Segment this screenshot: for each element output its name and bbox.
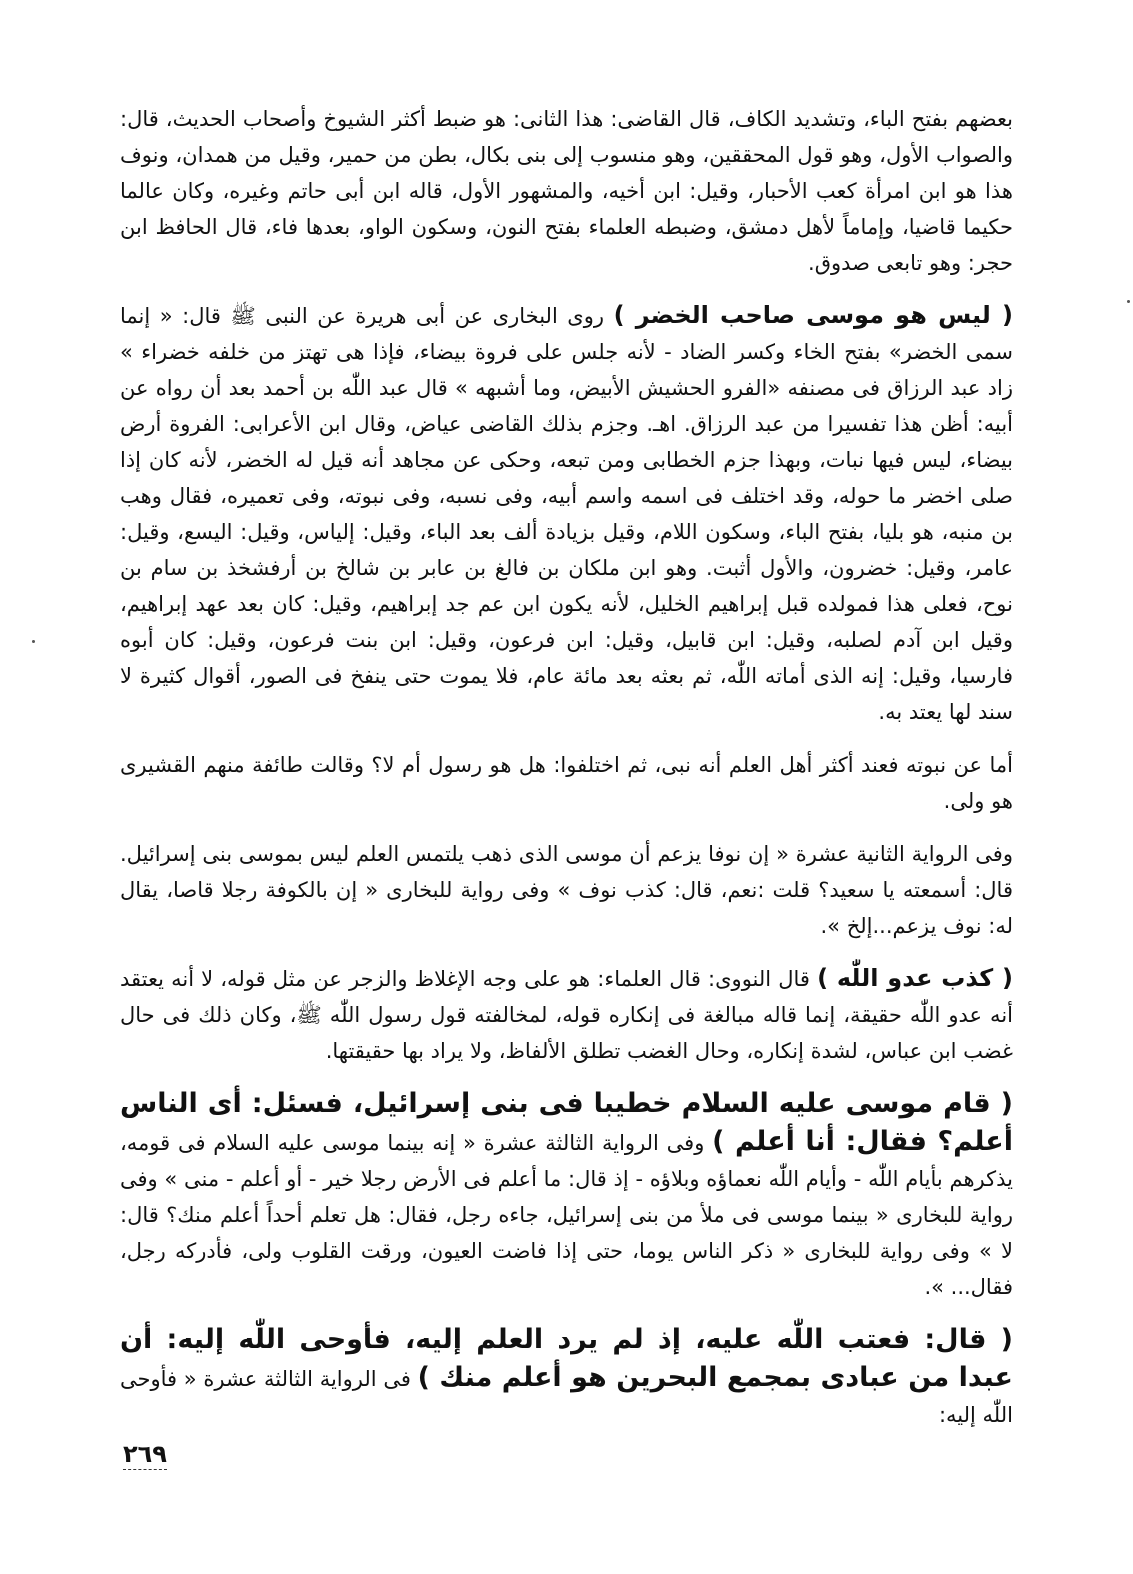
- scan-speck: [1127, 300, 1130, 303]
- paragraph-5-text: قال النووى: قال العلماء: هو على وجه الإغلاظ والزجر عن مثل قوله، لا أنه يعتقد أنه عدو اللّٰه حقيقة، إنما قاله مبالغة فى إنكاره قوله، لمخالفته قول رسول اللّٰه ﷺ، وكان ذلك فى حال غضب ابن عباس، لشدة إنكاره، وحال الغضب تطلق الألفاظ، ولا يراد بها حقيقتها.: [120, 967, 1013, 1063]
- paragraph-7: [120, 1321, 1013, 1433]
- paragraph-2: [120, 297, 1013, 730]
- paragraph-5: [120, 960, 1013, 1069]
- paragraph-6: [120, 1085, 1013, 1305]
- paragraph-3-text: أما عن نبوته فعند أكثر أهل العلم أنه نبى، ثم اختلفوا: هل هو رسول أم لا؟ وقالت طائفة منهم القشيرى هو ولى.: [120, 753, 1013, 813]
- paragraph-2-lead: ( ليس هو موسى صاحب الخضر ): [613, 301, 1013, 329]
- text-column: [120, 100, 1013, 1449]
- paragraph-1: [120, 100, 1013, 281]
- paragraph-1-text: بعضهم بفتح الباء، وتشديد الكاف، قال القاضى: هذا الثانى: هو ضبط أكثر الشيوخ وأصحاب الحديث، قال: والصواب الأول، وهو قول المحققين، وهو منسوب إلى بنى بكال، بطن من حمير، وقيل من همدان، ونوف هذا هو ابن امرأة كعب الأحبار، وقيل: ابن أخيه، والمشهور الأول، قاله ابن أبى حاتم وغيره، وكان عالما حكيما قاضيا، وإماماً لأهل دمشق، وضبطه العلماء بفتح النون، وسكون الواو، بعدها فاء، قال الحافظ ابن حجر: وهو تابعى صدوق.: [120, 107, 1013, 275]
- paragraph-7-text: فى الرواية الثالثة عشرة « فأوحى اللّٰه إليه:: [120, 1367, 1013, 1427]
- paragraph-6-text: وفى الرواية الثالثة عشرة « إنه بينما موسى عليه السلام فى قومه، يذكرهم بأيام اللّٰه - وأيام اللّٰه نعماؤه وبلاؤه - إذ قال: ما أعلم فى الأرض رجلا خير - أو أعلم - منى » وفى رواية للبخارى « بينما موسى فى ملأ من بنى إسرائيل، جاءه رجل، فقال: هل تعلم أحداً أعلم منك؟ قال: لا » وفى رواية للبخارى « ذكر الناس يوما، حتى إذا فاضت العيون، ورقت القلوب ولى، فأدركه رجل، فقال... ».: [120, 1131, 1013, 1299]
- paragraph-5-lead: ( كذب عدو اللّٰه ): [817, 964, 1014, 992]
- paragraph-2-text: روى البخارى عن أبى هريرة عن النبى ﷺ قال: « إنما سمى الخضر» بفتح الخاء وكسر الضاد - لأنه جلس على فروة بيضاء، فإذا هى تهتز من خلفه خضراء » زاد عبد الرزاق فى مصنفه «الفرو الحشيش الأبيض، وما أشبهه » قال عبد اللّٰه بن أحمد بعد أن رواه عن أبيه: أظن هذا تفسيرا من عبد الرزاق. اهـ. وجزم بذلك القاضى عياض، وقال ابن الأعرابى: الفروة أرض بيضاء، ليس فيها نبات، وبهذا جزم الخطابى ومن تبعه، وحكى عن مجاهد أنه قيل له الخضر، لأنه كان إذا صلى اخضر ما حوله، وقد اختلف فى اسمه واسم أبيه، وفى نسبه، وفى نبوته، وفى تعميره، فقال وهب بن منبه، هو بليا، بفتح الباء، وسكون اللام، وقيل بزيادة ألف بعد الباء، وقيل: إلياس، وقيل: اليسع، وقيل: عامر، وقيل: خضرون، والأول أثبت. وهو ابن ملكان بن فالغ بن عابر بن شالخ بن أرفشخذ بن سام بن نوح، فعلى هذا فمولده قبل إبراهيم الخليل، لأنه يكون ابن عم جد إبراهيم، وقيل: كان بعد عهد إبراهيم، وقيل ابن آدم لصلبه، وقيل: ابن قابيل، وقيل: ابن فرعون، وقيل: ابن بنت فرعون، وقيل: كان أبوه فارسيا، وقيل: إنه الذى أماته اللّٰه، ثم بعثه بعد مائة عام، فلا يموت حتى ينفخ فى الصور، أقوال كثيرة لا سند لها يعتد به.: [120, 304, 1013, 724]
- page-number: ٢٦٩: [123, 1440, 167, 1468]
- scan-speck: [32, 640, 35, 643]
- paragraph-4: [120, 835, 1013, 944]
- paragraph-7-lead: ( قال: فعتب اللّٰه عليه، إذ لم يرد العلم إليه، فأوحى اللّٰه إليه: أن عبدا من عبادى بمجمع البحرين هو أعلم منك ): [120, 1324, 1013, 1393]
- paragraph-6-lead: ( قام موسى عليه السلام خطيبا فى بنى إسرائيل، فسئل: أى الناس أعلم؟ فقال: أنا أعلم ): [120, 1088, 1013, 1157]
- paragraph-4-text: وفى الرواية الثانية عشرة « إن نوفا يزعم أن موسى الذى ذهب يلتمس العلم ليس بموسى بنى إسرائيل. قال: أسمعته يا سعيد؟ قلت :نعم، قال: كذب نوف » وفى رواية للبخارى « إن بالكوفة رجلا قاصا، يقال له: نوف يزعم...إلخ ».: [120, 842, 1013, 938]
- paragraph-3: [120, 746, 1013, 819]
